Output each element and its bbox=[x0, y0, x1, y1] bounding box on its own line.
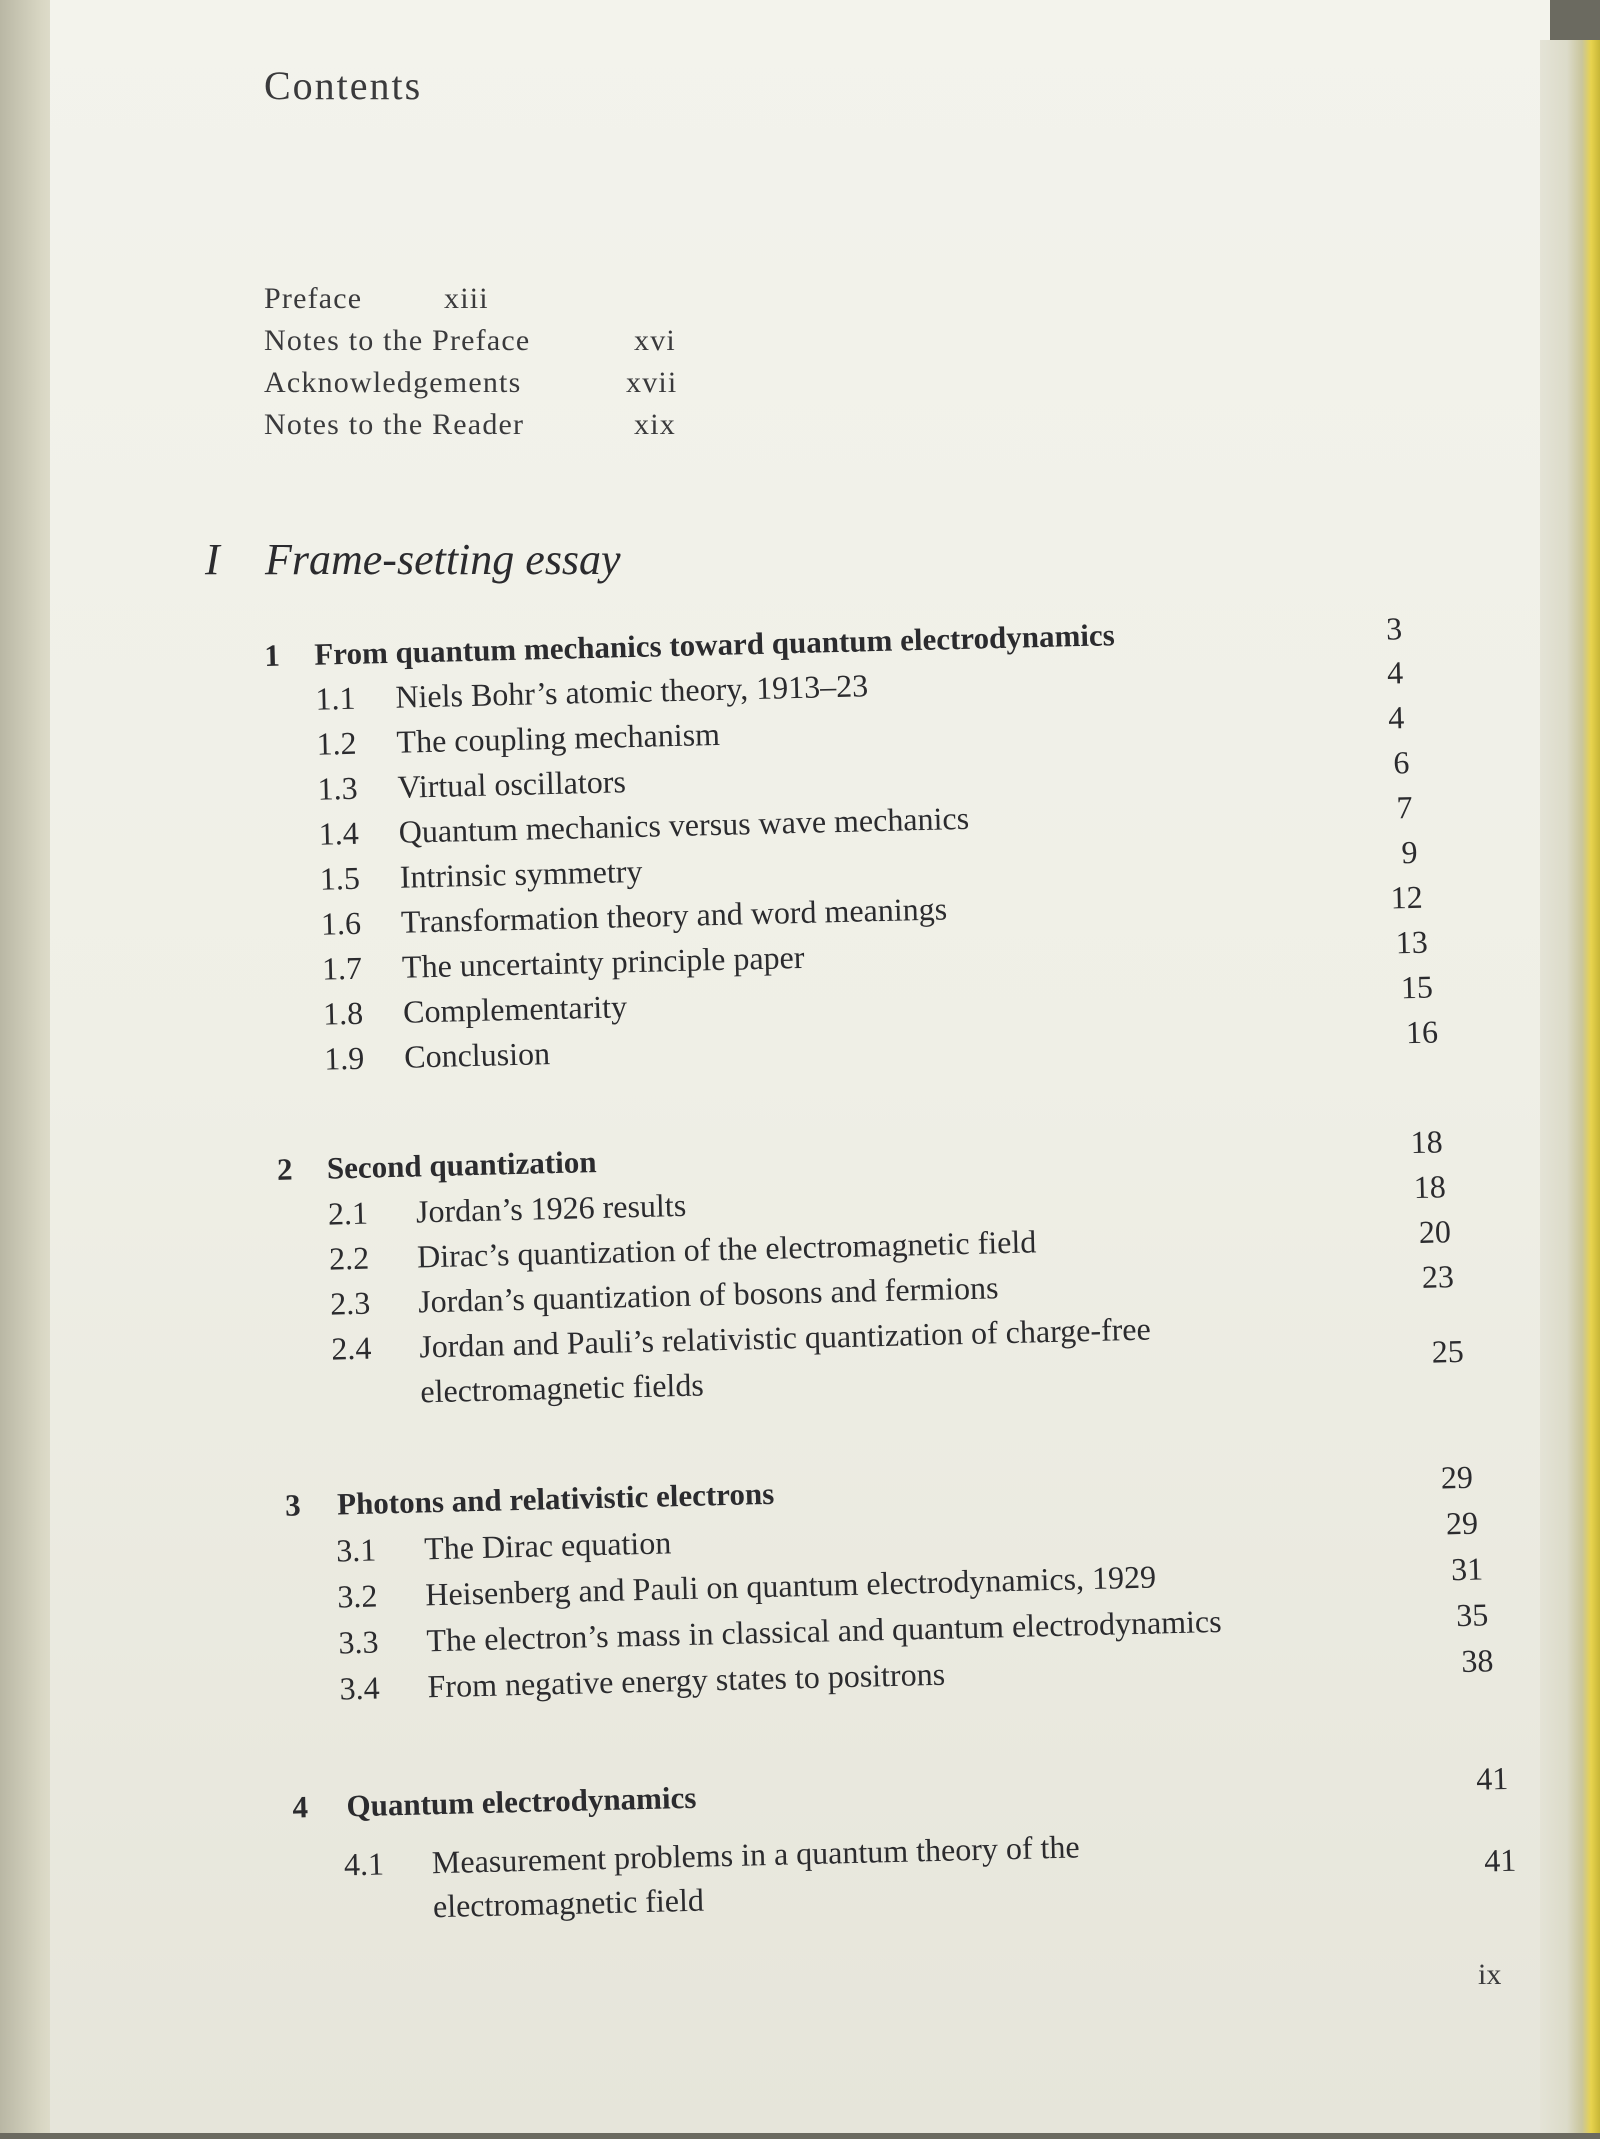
section-page: 4 bbox=[1386, 654, 1404, 691]
section-page: 4 bbox=[1387, 699, 1405, 736]
chapter-page: 18 bbox=[1410, 1123, 1444, 1161]
front-matter-label: Preface bbox=[264, 282, 363, 315]
section-page: 23 bbox=[1421, 1258, 1455, 1295]
section-title: Jordan’s 1926 results bbox=[415, 1186, 687, 1230]
section-page: 6 bbox=[1392, 744, 1410, 781]
chapter-title: Second quantization bbox=[326, 1144, 597, 1186]
section-page: 41 bbox=[1483, 1841, 1517, 1879]
section-number: 1.3 bbox=[317, 769, 359, 807]
front-matter-page: xix bbox=[634, 408, 676, 441]
front-matter-page: xvii bbox=[626, 366, 678, 399]
front-matter-label: Acknowledgements bbox=[264, 366, 522, 399]
section-number: 3.1 bbox=[335, 1531, 377, 1569]
section-page: 29 bbox=[1445, 1504, 1479, 1542]
section-title: Quantum mechanics versus wave mechanics bbox=[398, 799, 970, 850]
section-title: Niels Bohr’s atomic theory, 1913–23 bbox=[394, 667, 869, 715]
chapter-title: From quantum mechanics toward quantum electrodynamics bbox=[313, 617, 1116, 672]
section-title-continued: electromagnetic fields bbox=[419, 1366, 705, 1410]
page-title: Contents bbox=[264, 63, 423, 108]
section-number: 1.5 bbox=[319, 859, 361, 897]
section-title: The electron’s mass in classical and quantum electrodynamics bbox=[426, 1602, 1222, 1659]
section-number: 2.4 bbox=[330, 1329, 372, 1367]
part-title: Frame-setting essay bbox=[265, 535, 621, 584]
section-title: The uncertainty principle paper bbox=[401, 938, 805, 985]
section-page: 15 bbox=[1400, 968, 1434, 1006]
section-number: 1.2 bbox=[316, 724, 357, 762]
front-matter-label: Notes to the Reader bbox=[264, 408, 525, 441]
section-title: From negative energy states to positrons bbox=[427, 1655, 946, 1705]
section-page: 16 bbox=[1405, 1013, 1439, 1051]
section-number: 3.2 bbox=[336, 1577, 378, 1615]
section-number: 4.1 bbox=[343, 1845, 385, 1883]
front-matter-page: xvi bbox=[634, 324, 676, 357]
section-page: 12 bbox=[1390, 878, 1424, 916]
section-page: 25 bbox=[1431, 1332, 1465, 1370]
section-title: Virtual oscillators bbox=[397, 763, 627, 805]
chapter-title: Quantum electrodynamics bbox=[346, 1779, 697, 1824]
section-title: Dirac’s quantization of the electromagnetic field bbox=[416, 1223, 1037, 1275]
section-page: 18 bbox=[1413, 1168, 1447, 1206]
section-page: 9 bbox=[1401, 833, 1418, 871]
section-number: 2.2 bbox=[328, 1239, 370, 1277]
section-title-continued: electromagnetic field bbox=[432, 1881, 705, 1925]
chapter-number: 2 bbox=[276, 1151, 293, 1187]
section-title: Jordan and Pauli’s relativistic quantization of charge-free bbox=[418, 1310, 1152, 1365]
front-matter-label: Notes to the Preface bbox=[264, 324, 531, 357]
section-number: 3.3 bbox=[338, 1623, 379, 1661]
section-number: 1.6 bbox=[320, 904, 362, 942]
part-number: I bbox=[205, 535, 220, 584]
section-number: 2.1 bbox=[327, 1194, 369, 1232]
section-page: 31 bbox=[1450, 1550, 1484, 1588]
section-title: Intrinsic symmetry bbox=[399, 852, 643, 895]
section-number: 1.9 bbox=[323, 1039, 365, 1077]
section-title: The coupling mechanism bbox=[396, 715, 721, 760]
section-title: Conclusion bbox=[403, 1035, 551, 1075]
chapter-page: 29 bbox=[1440, 1458, 1474, 1496]
chapter-page: 41 bbox=[1475, 1759, 1509, 1797]
section-number: 2.3 bbox=[329, 1284, 371, 1322]
front-matter-page: xiii bbox=[444, 282, 489, 315]
section-title: Measurement problems in a quantum theory of the bbox=[431, 1828, 1080, 1881]
section-title: Complementarity bbox=[402, 988, 628, 1030]
chapter-number: 1 bbox=[263, 637, 281, 673]
section-page: 20 bbox=[1418, 1213, 1452, 1250]
section-title: Transformation theory and word meanings bbox=[400, 890, 948, 940]
section-page: 35 bbox=[1455, 1596, 1489, 1634]
chapter-number: 4 bbox=[292, 1789, 309, 1825]
section-number: 1.1 bbox=[315, 679, 356, 717]
section-page: 13 bbox=[1395, 923, 1429, 961]
chapter-number: 3 bbox=[284, 1487, 302, 1523]
section-title: The Dirac equation bbox=[423, 1524, 672, 1567]
section-number: 3.4 bbox=[339, 1669, 381, 1707]
section-number: 1.8 bbox=[322, 994, 364, 1032]
section-page: 38 bbox=[1460, 1642, 1494, 1680]
section-title: Jordan’s quantization of bosons and fermions bbox=[417, 1269, 999, 1320]
chapter-page: 3 bbox=[1385, 610, 1403, 647]
section-number: 1.4 bbox=[318, 814, 360, 852]
page-folio: ix bbox=[1478, 1958, 1502, 1991]
section-number: 1.7 bbox=[321, 949, 363, 987]
chapter-title: Photons and relativistic electrons bbox=[336, 1475, 775, 1522]
section-page: 7 bbox=[1395, 788, 1413, 826]
section-title: Heisenberg and Pauli on quantum electrodynamics, 1929 bbox=[424, 1558, 1157, 1613]
